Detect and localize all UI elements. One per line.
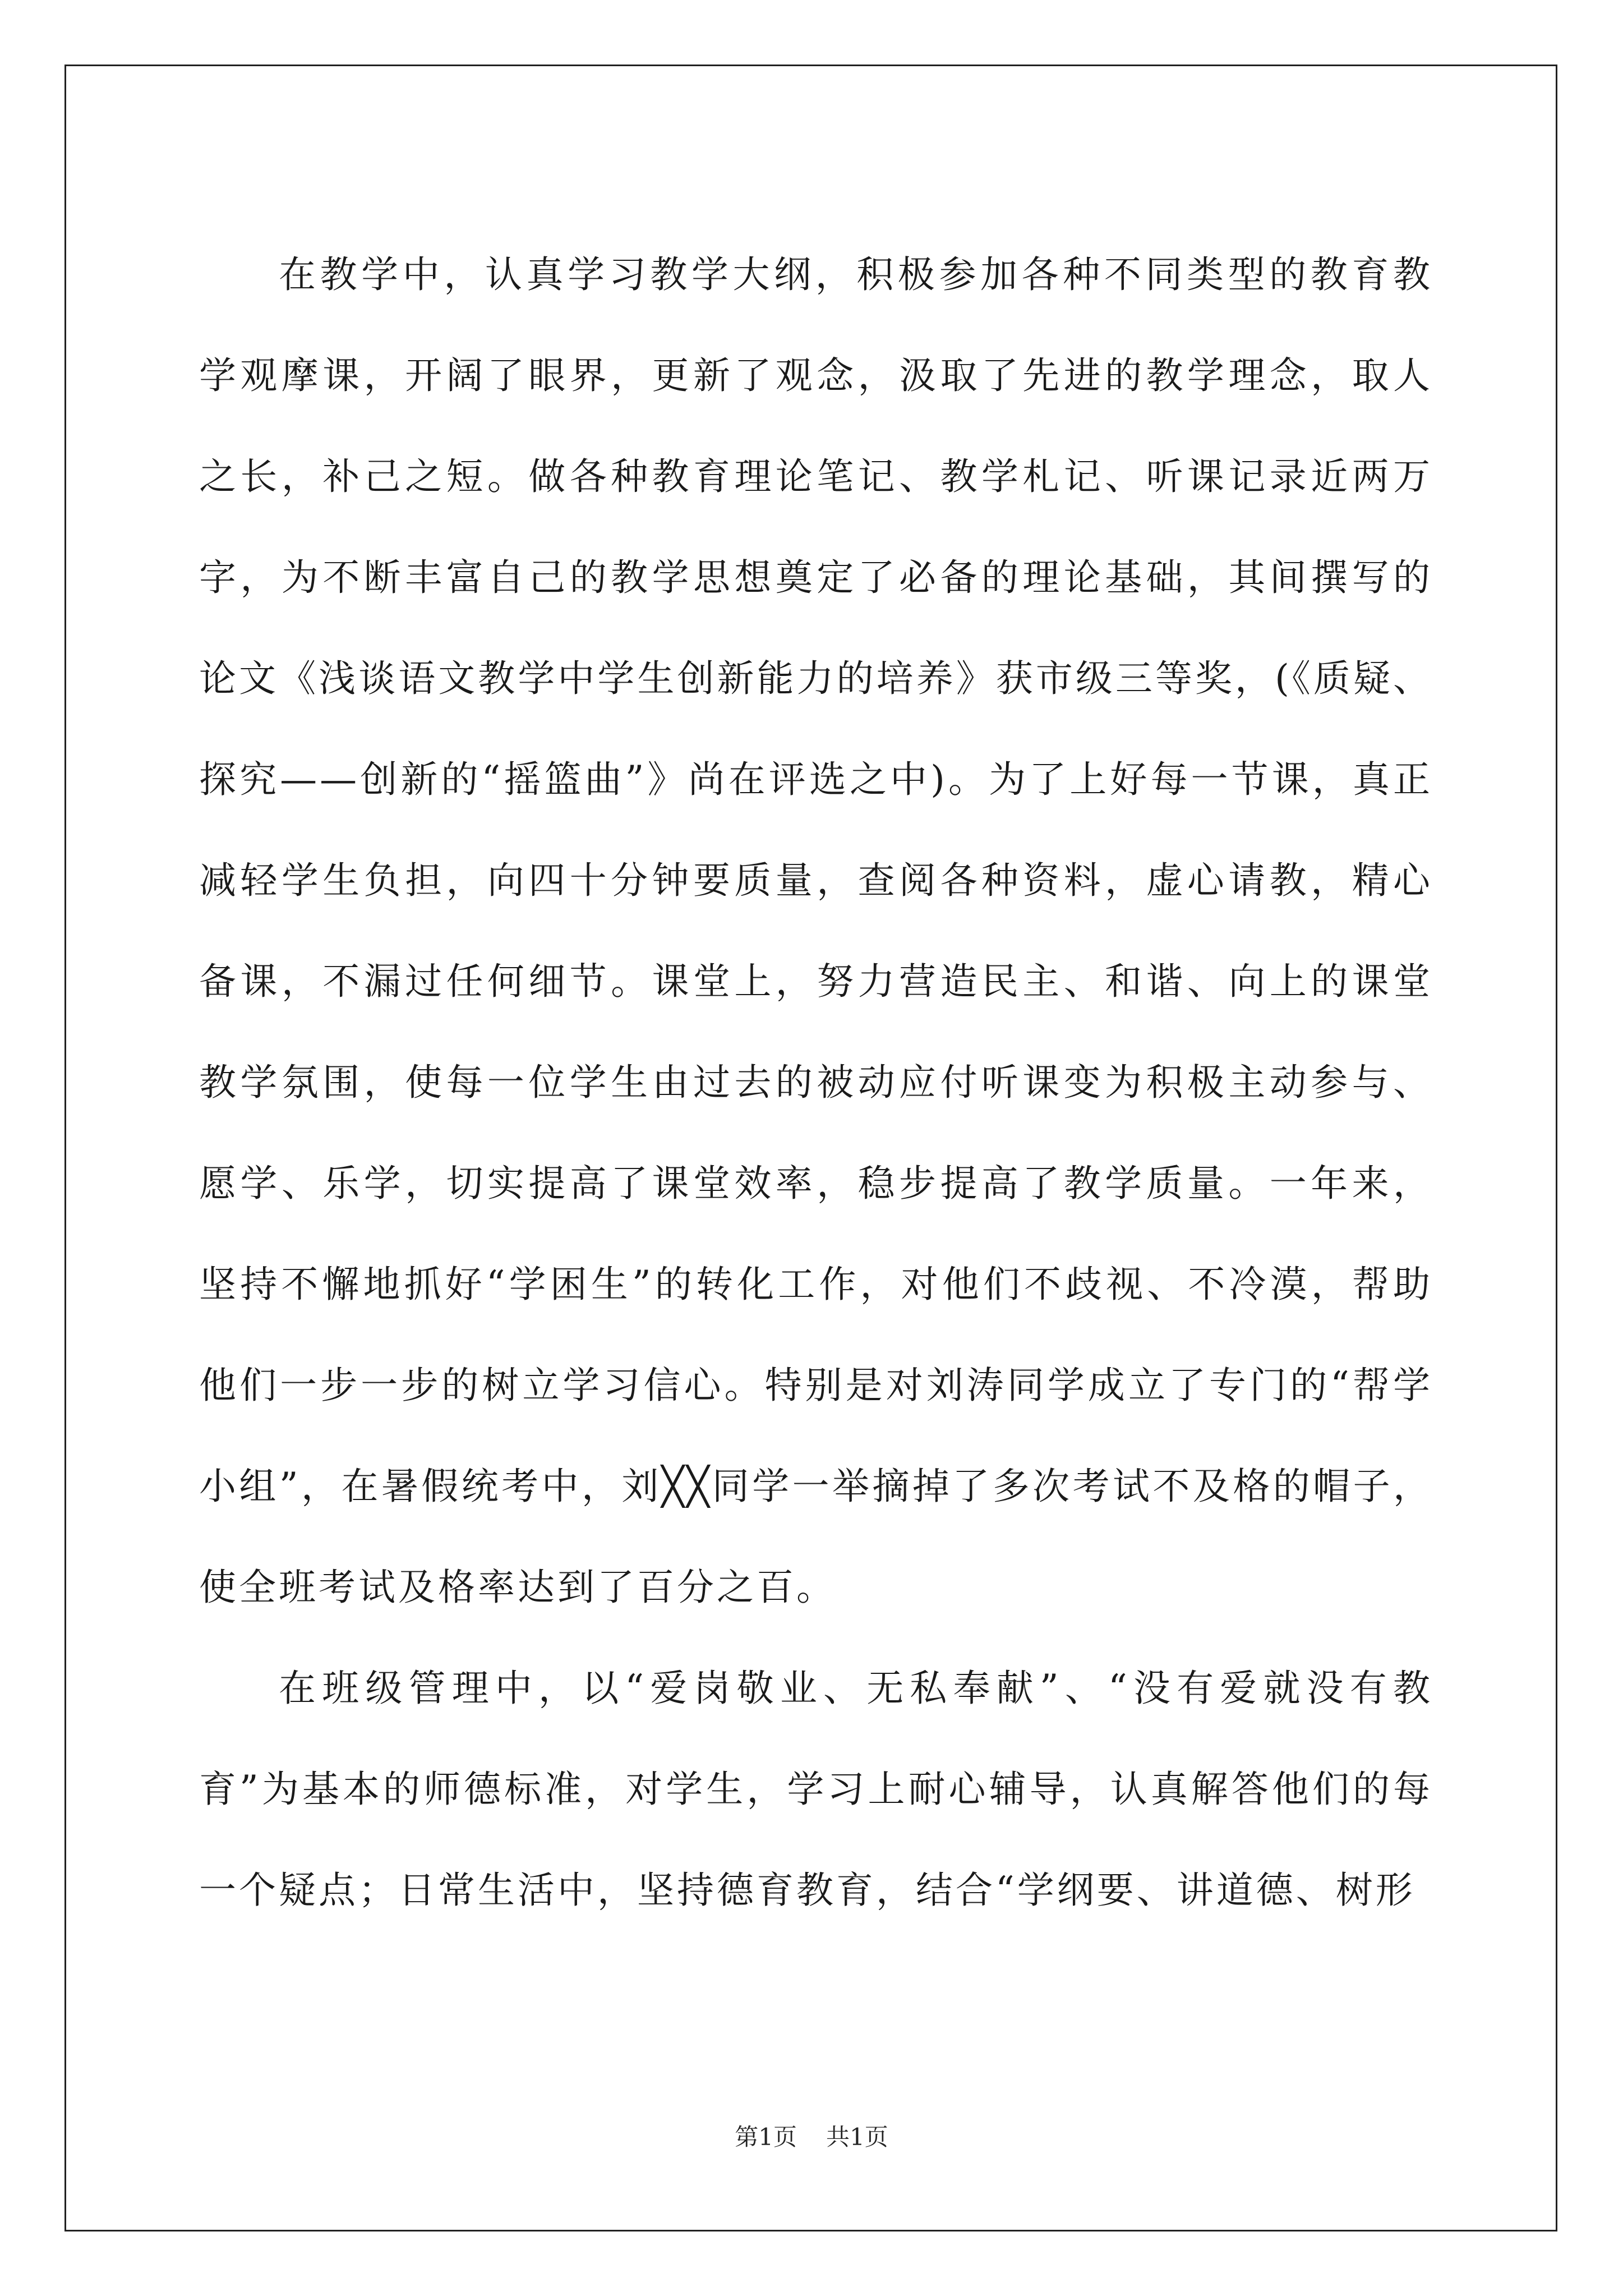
- paragraph-class-management: 在班级管理中，以“爱岗敬业、无私奉献”、“没有爱就没有教育”为基本的师德标准，对学生，学习上耐心辅导，认真解答他们的每一个疑点；日常生活中，坚持德育教育，结合“学纲要、讲道德、树形: [199, 1667, 1433, 1912]
- document-body: [199, 224, 1433, 1941]
- page-number: 第1页: [735, 2123, 797, 2151]
- page-total: 共1页: [826, 2123, 888, 2151]
- page-footer: [0, 2122, 1623, 2153]
- paragraph-teaching: 在教学中，认真学习教学大纲，积极参加各种不同类型的教育教学观摩课，开阔了眼界，更新了观念，汲取了先进的教学理念，取人之长，补己之短。做各种教育理论笔记、教学札记、听课记录近两万字，为不断丰富自己的教学思想奠定了必备的理论基础，其间撰写的论文《浅谈语文教学中学生创新能力的培养》获市级三等奖，(《质疑、探究——创新的“摇篮曲”》尚在评选之中)。为了上好每一节课，真正减轻学生负担，向四十分钟要质量，查阅各种资料，虚心请教，精心备课，不漏过任何细节。课堂上，努力营造民主、和谐、向上的课堂教学氛围，使每一位学生由过去的被动应付听课变为积极主动参与、愿学、乐学，切实提高了课堂效率，稳步提高了教学质量。一年来，坚持不懈地抓好“学困生”的转化工作，对他们不歧视、不冷漠，帮助他们一步一步的树立学习信心。特别是对刘涛同学成立了专门的“帮学小组”，在暑假统考中，刘╳╳同学一举摘掉了多次考试不及格的帽子，使全班考试及格率达到了百分之百。: [199, 253, 1433, 1609]
